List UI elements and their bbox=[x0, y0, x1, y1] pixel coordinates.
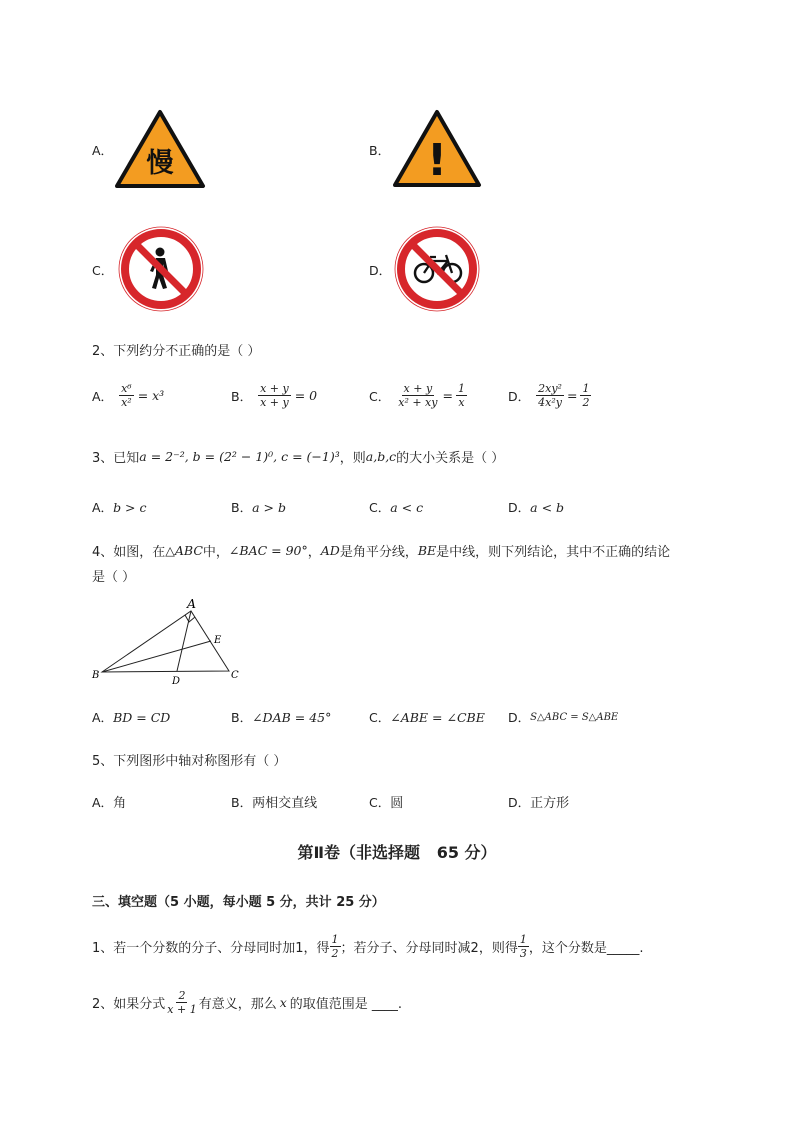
q3-option-c bbox=[369, 498, 423, 516]
q3-option-d bbox=[508, 498, 564, 516]
q4-d-text: S△ABC = S△ABE bbox=[530, 711, 619, 723]
part-two-title: 第Ⅱ卷（非选择题 65 分） bbox=[297, 843, 497, 862]
q4-label-b: B bbox=[92, 670, 100, 681]
q3-b-letter: B． bbox=[231, 500, 253, 515]
q2-a-rhs: = x³ bbox=[137, 388, 165, 403]
q2-c-rhs-num: 1 bbox=[457, 382, 465, 395]
fill1-fraction-2 bbox=[518, 934, 529, 959]
fill1-f2-den: 3 bbox=[519, 947, 527, 960]
q2-a-fraction bbox=[119, 383, 134, 408]
q4-text-a: 4、如图，在 bbox=[92, 545, 166, 560]
q2-option-d: D． $\frac{\text{2xy²}}{\text{4x²y}}$ = $\frac{1}{2}$ bbox=[508, 382, 590, 409]
q4-b-letter: B． bbox=[231, 710, 253, 725]
fill1-f1-num: 1 bbox=[331, 933, 339, 946]
q2-c-rhs-fraction bbox=[456, 383, 467, 408]
q2-a-den: x² bbox=[121, 396, 132, 409]
q4-triangle: △ABC bbox=[165, 543, 203, 558]
q4-label-d: D bbox=[172, 676, 181, 687]
q2-a-letter: A． bbox=[92, 388, 114, 404]
q3-option-a bbox=[92, 498, 147, 516]
q2-d-rhs-fraction bbox=[580, 383, 591, 408]
q5-d-text: 正方形 bbox=[530, 796, 570, 811]
q2-d-fraction bbox=[536, 383, 564, 408]
q3-a-text: b > c bbox=[113, 499, 147, 515]
fill2-fraction bbox=[165, 990, 198, 1015]
q3-prefix: 3、已知 bbox=[92, 451, 140, 466]
q1-option-d-letter: D． bbox=[369, 263, 392, 278]
q3-d-letter: D． bbox=[508, 500, 531, 515]
q1-option-a-letter: A． bbox=[92, 143, 114, 158]
fill2-x: x bbox=[279, 995, 287, 1010]
q4-text-d: 是角平分线， bbox=[339, 545, 418, 560]
q5-option-b bbox=[231, 792, 317, 811]
q4-label-a: A bbox=[187, 598, 197, 611]
q2-d-rhs-den: 2 bbox=[582, 396, 590, 409]
q2-d-den: 4x²y bbox=[538, 396, 562, 409]
fill1-text-c: ，这个分数是_____. bbox=[528, 941, 644, 956]
fill1-text-b: ；若分子、分母同时减2，则得 bbox=[340, 941, 518, 956]
q2-option-a bbox=[92, 383, 164, 408]
q3-stem bbox=[92, 447, 504, 466]
q4-be: BE bbox=[417, 543, 437, 558]
q2-b-letter: B． bbox=[231, 388, 253, 404]
q4-option-c bbox=[369, 708, 485, 726]
q3-vars: a,b,c bbox=[365, 449, 397, 464]
q5-c-letter: C． bbox=[369, 794, 391, 810]
q4-text-b: 中， bbox=[202, 545, 229, 560]
q3-mid: ，则 bbox=[339, 451, 366, 466]
q2-option-c: C． $\frac{x + y}{\text{x² + xy}}$ = $\frac{1}{x}$ bbox=[369, 382, 465, 409]
q5-stem: 5、下列图形中轴对称图形有（ ） bbox=[92, 754, 287, 769]
q3-d-text: a < b bbox=[530, 499, 565, 515]
fill2-text-c: 的取值范围是 ____. bbox=[289, 997, 403, 1012]
q3-suffix: 的大小关系是（ ） bbox=[396, 451, 505, 466]
q4-b-text: ∠DAB = 45° bbox=[252, 709, 332, 725]
q5-b-letter: B． bbox=[231, 794, 253, 810]
q5-b-text: 两相交直线 bbox=[252, 796, 318, 811]
q4-text-c: ， bbox=[307, 545, 321, 560]
q3-option-b bbox=[231, 498, 286, 516]
q4-label-e: E bbox=[214, 635, 222, 646]
fill1-f2-num: 1 bbox=[519, 933, 527, 946]
q5-d-letter: D． bbox=[508, 794, 531, 810]
q3-c-text: a < c bbox=[390, 499, 424, 515]
q3-expression: a = 2⁻², b = (2² − 1)⁰, c = (−1)³ bbox=[139, 449, 340, 464]
q4-option-b bbox=[231, 708, 331, 726]
q2-b-rhs: = 0 bbox=[294, 388, 318, 403]
fill1-fraction-1 bbox=[330, 934, 341, 959]
q2-a-num: x⁶ bbox=[121, 382, 132, 395]
q4-stem-line2: 是（ ） bbox=[92, 570, 136, 585]
q2-d-letter: D． bbox=[508, 388, 531, 404]
q4-option-a bbox=[92, 708, 170, 726]
q5-option-d bbox=[508, 792, 569, 811]
q3-c-letter: C． bbox=[369, 500, 391, 515]
q1-option-b-letter: B． bbox=[369, 143, 391, 158]
slow-sign-text: 慢 bbox=[146, 148, 174, 179]
fill-question-1 bbox=[92, 934, 643, 959]
q5-option-c bbox=[369, 792, 403, 811]
fill2-den: x + 1 bbox=[167, 1003, 197, 1016]
q2-c-den: x² + xy bbox=[398, 396, 438, 409]
q4-option-d bbox=[508, 708, 618, 726]
q5-option-a bbox=[92, 792, 126, 811]
q4-triangle-figure bbox=[88, 598, 248, 688]
q2-stem: 2、下列约分不正确的是（ ） bbox=[92, 344, 261, 359]
q3-b-text: a > b bbox=[252, 499, 286, 515]
q2-c-fraction bbox=[396, 383, 439, 408]
fill1-text-a: 1、若一个分数的分子、分母同时加1，得 bbox=[92, 941, 330, 956]
q1-option-c-letter: C． bbox=[92, 263, 114, 278]
section-three-title: 三、填空题（5 小题，每小题 5 分，共计 25 分） bbox=[92, 895, 385, 910]
fill1-f1-den: 2 bbox=[331, 947, 339, 960]
no-pedestrians-sign-icon bbox=[116, 225, 206, 313]
q2-c-rhs-den: x bbox=[458, 396, 465, 409]
q5-a-letter: A． bbox=[92, 794, 114, 810]
q2-d-num: 2xy² bbox=[538, 382, 562, 395]
q4-stem-line1 bbox=[92, 541, 670, 560]
fill-question-2 bbox=[92, 990, 402, 1015]
no-bicycles-sign-icon bbox=[392, 225, 482, 313]
q4-label-c: C bbox=[231, 670, 239, 681]
slow-warning-sign-icon bbox=[114, 109, 206, 189]
q2-c-num: x + y bbox=[403, 382, 433, 395]
q4-angle: ∠BAC = 90° bbox=[228, 543, 308, 558]
q5-c-text: 圆 bbox=[390, 796, 404, 811]
fill2-text-a: 2、如果分式 bbox=[92, 997, 166, 1012]
q2-b-num: x + y bbox=[260, 382, 289, 395]
q4-text-e: 是中线，则下列结论，其中不正确的结论 bbox=[436, 545, 671, 560]
q4-a-letter: A． bbox=[92, 710, 114, 725]
q4-c-letter: C． bbox=[369, 710, 391, 725]
fill2-text-b: 有意义，那么 bbox=[198, 997, 277, 1012]
q3-a-letter: A． bbox=[92, 500, 114, 515]
exclamation-warning-sign-icon bbox=[392, 109, 482, 188]
q2-d-rhs-num: 1 bbox=[582, 382, 590, 395]
q2-b-fraction bbox=[258, 383, 291, 408]
q2-c-letter: C． bbox=[369, 388, 391, 404]
q5-a-text: 角 bbox=[113, 796, 127, 811]
exclamation-sign-text: ! bbox=[426, 135, 448, 186]
q2-b-den: x + y bbox=[260, 396, 289, 409]
q4-ad: AD bbox=[320, 543, 340, 558]
q4-c-text: ∠ABE = ∠CBE bbox=[390, 709, 485, 725]
fill2-num: 2 bbox=[178, 989, 186, 1002]
q4-a-text: BD = CD bbox=[113, 709, 171, 725]
q4-d-letter: D． bbox=[508, 710, 531, 725]
q2-option-b bbox=[231, 383, 317, 408]
